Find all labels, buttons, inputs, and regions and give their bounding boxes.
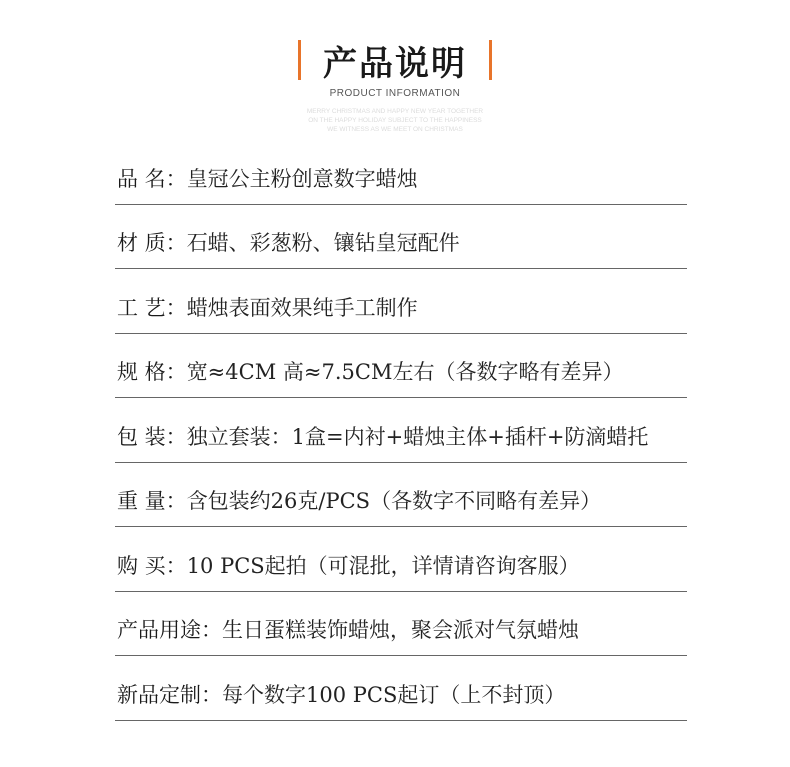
- info-value: 含包装约26克/PCS（各数字不同略有差异）: [186, 489, 602, 513]
- title-row: [0, 36, 790, 84]
- decorative-text-line: WE WITNESS AS WE MEET ON CHRISTMAS: [327, 126, 463, 133]
- info-value: 每个数字100 PCS起订（上不封顶）: [222, 682, 566, 707]
- info-label: 工 艺：: [117, 295, 187, 320]
- decorative-text: [0, 107, 790, 134]
- page-subtitle: PRODUCT INFORMATION: [329, 88, 461, 99]
- info-value: 皇冠公主粉创意数字蜡烛: [186, 166, 418, 191]
- info-row-packaging: [115, 398, 687, 463]
- product-info-list: [115, 140, 687, 721]
- info-value: 独立套装：1盒=内衬+蜡烛主体+插杆+防滴蜡托: [186, 424, 649, 449]
- info-value: 宽≈4CM 高≈7.5CM左右（各数字略有差异）: [186, 360, 624, 384]
- info-row-weight: [115, 463, 687, 528]
- info-value: 石蜡、彩葱粉、镶钻皇冠配件: [186, 231, 460, 255]
- info-row-craft: [115, 269, 687, 334]
- info-value: 蜡烛表面效果纯手工制作: [186, 295, 418, 320]
- info-label: 产品用途：: [117, 618, 222, 642]
- info-row-material: [115, 205, 687, 270]
- title-right-bar: [489, 40, 492, 80]
- info-label: 购 买：: [117, 553, 187, 578]
- info-label: 材 质：: [117, 231, 187, 255]
- decorative-text-line: ON THE HAPPY HOLIDAY SUBJECT TO THE HAPPINESS: [308, 117, 482, 124]
- info-row-usage: [115, 592, 687, 657]
- decorative-text-line: MERRY CHRISTMAS AND HAPPY NEW YEAR TOGETHER: [306, 108, 484, 115]
- header: [0, 36, 790, 134]
- info-label: 新品定制：: [117, 682, 222, 707]
- info-value: 10 PCS起拍（可混批，详情请咨询客服）: [186, 553, 580, 578]
- info-row-customization: [115, 656, 687, 721]
- info-row-size: [115, 334, 687, 399]
- title-left-bar: [298, 40, 301, 80]
- page-title: 产品说明: [323, 43, 467, 84]
- info-label: 品 名：: [117, 166, 187, 191]
- info-row-name: [115, 140, 687, 205]
- info-label: 规 格：: [117, 360, 187, 384]
- info-value: 生日蛋糕装饰蜡烛，聚会派对气氛蜡烛: [222, 618, 579, 642]
- info-row-purchase: [115, 527, 687, 592]
- info-label: 重 量：: [117, 489, 187, 513]
- info-label: 包 装：: [117, 424, 187, 449]
